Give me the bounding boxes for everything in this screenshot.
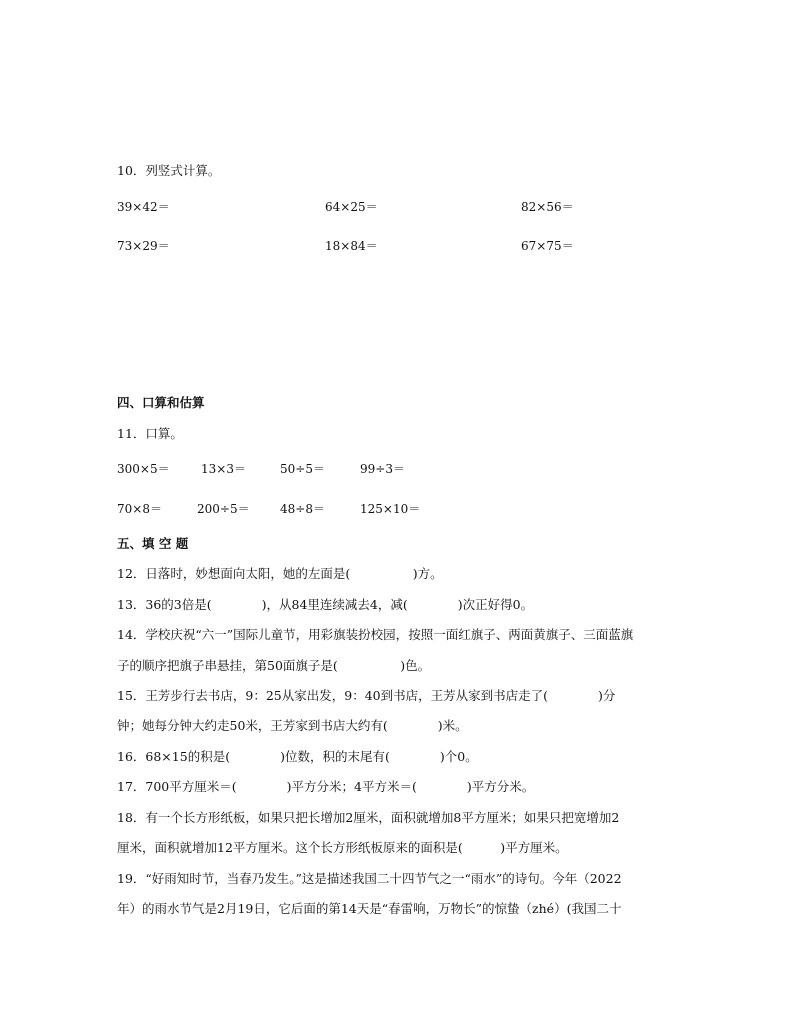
- expression: 50÷5＝: [280, 462, 325, 476]
- expression: 39×42＝: [117, 200, 170, 214]
- question-17: 17．700平方厘米＝( )平方分米；4平方米＝( )平方分米。: [117, 779, 535, 794]
- expression: 200÷5＝: [197, 502, 250, 516]
- question-15-line-2: 钟；她每分钟大约走50米，王芳家到书店大约有( )米。: [117, 718, 468, 733]
- expression: 13×3＝: [201, 462, 246, 476]
- section-4-heading: 四、口算和估算: [117, 395, 205, 410]
- section-5-heading: 五、填 空 题: [117, 536, 189, 551]
- expression: 82×56＝: [521, 200, 574, 214]
- question-14-line-2: 子的顺序把旗子串悬挂，第50面旗子是( )色。: [117, 658, 431, 673]
- question-19-line-2: 年）的雨水节气是2月19日，它后面的第14天是“春雷响，万物长”的惊蛰（zhé）(我国二十: [117, 901, 622, 916]
- expression: 300×5＝: [117, 462, 170, 476]
- expression: 73×29＝: [117, 239, 170, 253]
- question-12: 12．日落时，妙想面向太阳，她的左面是( )方。: [117, 566, 443, 581]
- question-13: 13．36的3倍是( )，从84里连续减去4，减( )次正好得0。: [117, 597, 534, 612]
- expression: 70×8＝: [117, 502, 162, 516]
- expression: 99÷3＝: [360, 462, 405, 476]
- question-18-line-2: 厘米，面积就增加12平方厘米。这个长方形纸板原来的面积是( )平方厘米。: [117, 840, 568, 855]
- question-11-title: 11．口算。: [117, 426, 183, 441]
- expression: 18×84＝: [325, 239, 378, 253]
- expression: 64×25＝: [325, 200, 378, 214]
- expression: 67×75＝: [521, 239, 574, 253]
- expression: 48÷8＝: [280, 502, 325, 516]
- question-18-line-1: 18．有一个长方形纸板，如果只把长增加2厘米，面积就增加8平方厘米；如果只把宽增加2: [117, 810, 620, 825]
- question-10-row-1: [117, 198, 677, 214]
- expression: 125×10＝: [360, 502, 421, 516]
- question-11-row-1: [117, 460, 677, 476]
- question-19-line-1: 19．“好雨知时节，当春乃发生。”这是描述我国二十四节气之一“雨水”的诗句。今年（2022: [117, 871, 622, 886]
- question-15-line-1: 15．王芳步行去书店，9：25从家出发，9：40到书店，王芳从家到书店走了( )分: [117, 688, 616, 703]
- question-16: 16．68×15的积是( )位数，积的末尾有( )个0。: [117, 749, 478, 764]
- question-10-row-2: [117, 237, 677, 253]
- question-10-title: 10．列竖式计算。: [117, 163, 221, 178]
- question-11-row-2: [117, 500, 677, 516]
- question-14-line-1: 14．学校庆祝“六一”国际儿童节，用彩旗装扮校园，按照一面红旗子、两面黄旗子、三面蓝旗: [117, 627, 634, 642]
